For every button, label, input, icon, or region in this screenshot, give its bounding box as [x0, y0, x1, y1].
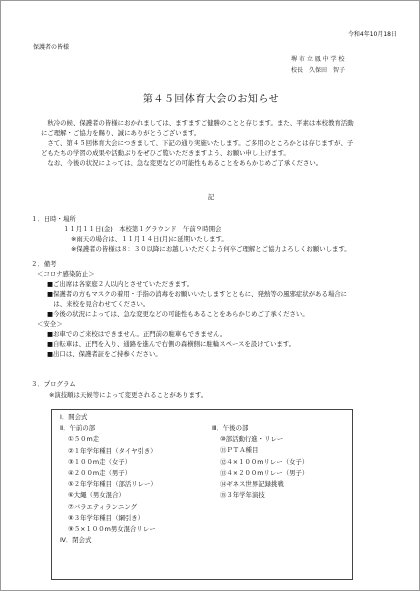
program-right-column — [212, 423, 308, 501]
intro-line: さて、第４５回体育大会につきまして、下記の通り実施いたします。ご多用のところかとは存じますが、子 — [41, 139, 354, 147]
program-item: ⑭ギネス世界記録挑戦 — [220, 480, 284, 489]
program-box — [51, 409, 353, 580]
section2-subheading: ＜コロナ感染防止＞ — [37, 270, 95, 278]
ki-marker: 記 — [207, 193, 215, 201]
section2-line: ■出口は、保護者証をご持参ください。 — [47, 350, 162, 358]
program-item: ⑫４×１００mリレー（女子） — [220, 457, 309, 466]
section2-subheading: ＜安全＞ — [37, 320, 63, 328]
program-item: ③１００m走（女子） — [68, 457, 132, 466]
afternoon-heading: Ⅲ．午後の部 — [212, 424, 249, 432]
section2-line: は、来校を見合わせてください。 — [47, 300, 150, 308]
program-item: ①５０m走 — [68, 435, 100, 444]
section1-line: ※保護者の皆様は８：３０以降にお越しいただくよう何卒ご理解とご協力よろしくお願いします。 — [71, 245, 351, 253]
section1-heading: １．日時・場所 — [31, 215, 76, 223]
section1-line: ※雨天の場合は、１１月１４日(月)に延期いたします。 — [71, 235, 228, 243]
section1-body — [63, 224, 351, 254]
program-item: ⑨５×１００m男女混合リレー — [68, 525, 156, 534]
program-item: ⑥大繩（男女混合） — [68, 491, 125, 500]
section3-heading: ３．プログラム — [31, 380, 76, 388]
intro-paragraph — [41, 118, 354, 168]
program-closing: Ⅳ．閉会式 — [60, 536, 92, 545]
section2-heading: ２．備考 — [31, 260, 57, 268]
section1-line: １１月１１日(金) 本校第１グラウンド 午前９時開会 — [63, 225, 222, 233]
intro-line: なお、今後の状況によっては、急な変更などの可能性もあることをあらかじめご了承ください。 — [41, 159, 323, 167]
section2-line: ■自転車は、正門を入り、通路を進んで右側の森横側に駐輪スペースを設けています。 — [47, 340, 296, 348]
section2-line: ■ご出席は各家庭２人以内とさせていただきます。 — [47, 280, 194, 288]
program-item: ⑮３年学年演技 — [220, 491, 265, 500]
document-date: 令和4年10月18日 — [347, 31, 397, 38]
intro-line: どもたちの学習の成果や活動ぶりをぜひご覧いただきますよう、お願い申し上げます。 — [41, 149, 290, 157]
section2-line: ■今後の状況によっては、急な変更などの可能性もあることをあらかじめご了承ください。 — [47, 310, 309, 318]
program-item: ⑬４×２００mリレー（男子） — [220, 468, 309, 477]
section2-line: ■保護者の方もマスクの着用・手指の消毒をお願いいたしますとともに、発熱等の風邪症状がある場合に — [47, 290, 348, 298]
program-item: ⑧３年学年種目（綱引き） — [68, 513, 145, 522]
program-opening: Ⅰ．開会式 — [60, 413, 88, 421]
intro-line: 秋冷の候、保護者の皆様におかれましては、ますますご健勝のことと存じます。また、平素は本校教育活動 — [41, 119, 354, 127]
sender-principal: 校長 久保田 智子 — [291, 67, 346, 74]
morning-heading: Ⅱ．午前の部 — [60, 424, 96, 433]
program-left-column — [60, 412, 157, 546]
program-item: ②１年学年種目（タイヤ引き） — [68, 446, 157, 455]
program-item: ⑩部活動行進・リレー — [220, 435, 284, 444]
section2-body — [37, 269, 347, 359]
sender-school: 堺 市 立 鳳 中 学 校 — [291, 56, 345, 63]
program-item: ④２００m走（男子） — [68, 469, 132, 478]
intro-line: にご理解・ご協力を賜り、誠にありがとうございます。 — [41, 129, 201, 137]
program-item: ⑦バラエティランニング — [68, 502, 137, 511]
program-item: ⑤２年学年種目（部活リレー） — [68, 480, 157, 489]
section3-note: ※演技順は天候等によって変更されることがあります。 — [49, 391, 208, 399]
recipient-line: 保護者の皆様 — [33, 44, 70, 51]
program-item: ⑪ＰＴＡ種目 — [220, 446, 259, 455]
document-title: 第４５回体育大会のお知らせ — [142, 94, 280, 105]
section2-line: ■お車でのご来校はできません。正門前の駐車もできません。 — [47, 330, 227, 338]
